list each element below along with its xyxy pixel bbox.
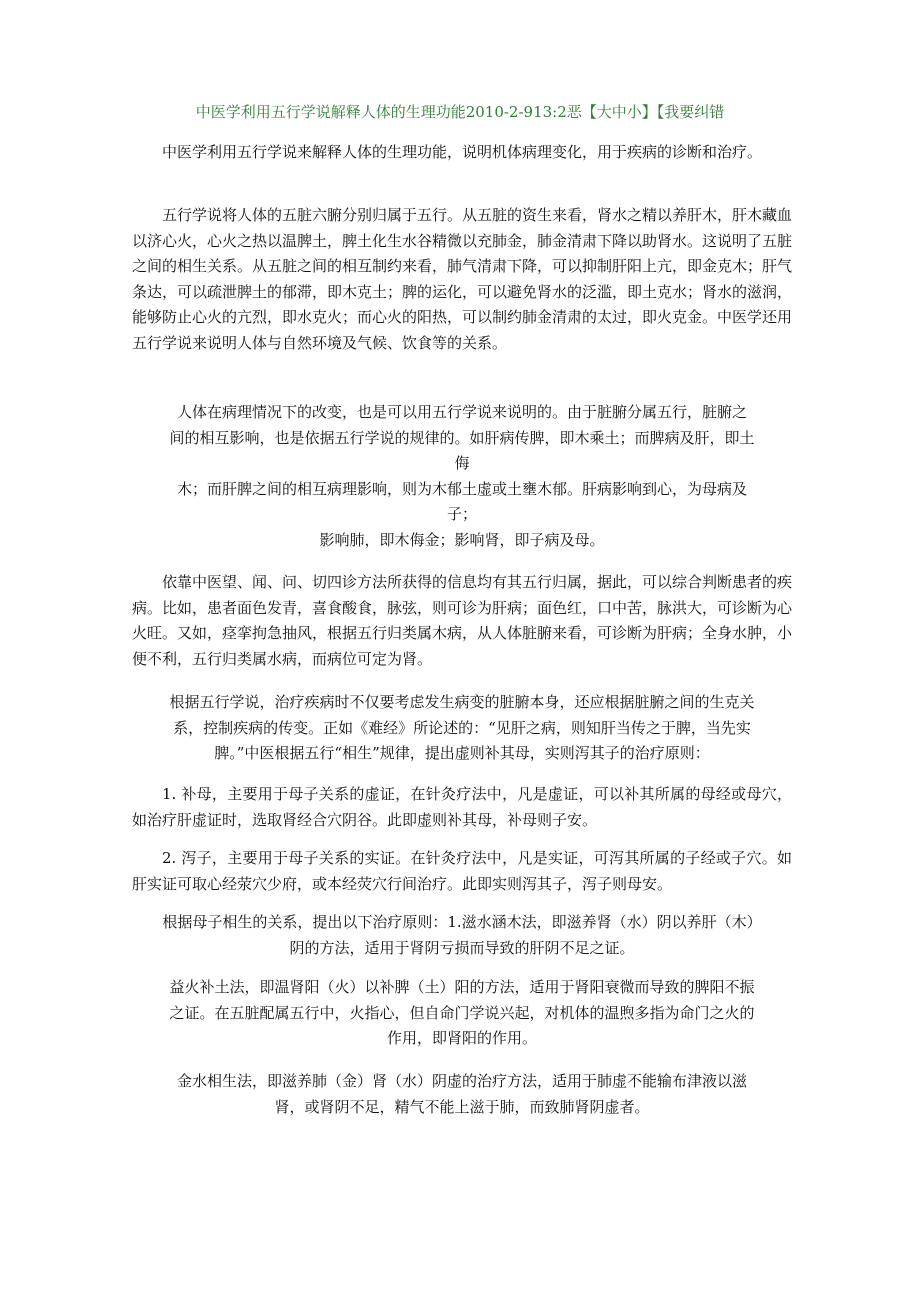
paragraph-treatment: [132, 690, 792, 767]
text-line: 肾，或肾阴不足，精气不能上滋于肺，而致肺肾阴虚者。: [274, 1097, 650, 1116]
text-line: 益火补土法，即温肾阳（火）以补脾（土）阳的方法，适用于肾阳衰微而导致的脾阳不振: [169, 978, 755, 996]
text-line: 金水相生法，即滋养肺（金）肾（水）阴虚的治疗方法，适用于肺虚不能输布津液以滋: [176, 1072, 747, 1090]
report-error-link[interactable]: 【我要纠错: [656, 103, 725, 121]
text-line: 间的相互影响，也是依据五行学说的规律的。如肝病传脾，即木乘土；而脾病及肝，即土: [169, 428, 755, 447]
paragraph-principles: [132, 910, 792, 961]
text-line: 人体在病理情况下的改变，也是可以用五行学说来说明的。由于脏腑分属五行，脏腑之: [176, 403, 747, 421]
text-line: 子；: [446, 505, 477, 523]
list-item-tonify-mother: 1. 补母，主要用于母子关系的虚证，在针灸疗法中，凡是虚证，可以补其所属的母经或母穴，如治疗肝虚证时，选取肾经合穴阴谷。此即虚则补其母，补母则子安。: [132, 785, 792, 829]
text-line: 侮: [454, 454, 470, 472]
text-line: 根据母子相生的关系，提出以下治疗原则：1.滋水涵木法，即滋养肾（水）阴以养肝（木）: [162, 913, 762, 931]
text-line: 木；而肝脾之间的相互病理影响，则为木郁土虚或土壅木郁。肝病影响到心，为母病及: [176, 479, 747, 498]
paragraph-physiology: 五行学说将人体的五脏六腑分别归属于五行。从五脏的资生来看，肾水之精以养肝木，肝木藏血以济心火，心火之热以温脾土，脾土化生水谷精微以充肺金，肺金清肃下降以助肾水。这说明了五脏之间的相生关系。从五脏之间的相互制约来看，肺气清肃下降，可以抑制肝阳上亢，即金克木；肝气条达，可以疏泄脾土的郁滞，即木克土；脾的运化，可以避免肾水的泛滥，即土克水；肾水的滋润，能够防止心火的亢烈，即水克火；而心火的阳热，可以制约肺金清肃的太过，即火克金。中医学还用五行学说来说明人体与自然环境及气候、饮食等的关系。: [132, 206, 793, 352]
paragraph-diagnosis: 依靠中医望、闻、问、切四诊方法所获得的信息均有其五行归属，据此，可以综合判断患者的疾病。比如，患者面色发青，喜食酸食，脉弦，则可诊为肝病；面色红，口中苦，脉洪大，可诊断为心火旺。又如，痉挛拘急抽风，根据五行归类属木病，从人体脏腑来看，可诊断为肝病；全身水肿，小便不利，五行归类属水病，而病位可定为肾。: [132, 573, 793, 668]
paragraph-fire-earth: [132, 975, 792, 1052]
paragraph-intro: 中医学利用五行学说来解释人体的生理功能，说明机体病理变化，用于疾病的诊断和治疗。: [161, 143, 762, 161]
font-size-link[interactable]: 【大中小】: [581, 103, 657, 121]
paragraph-metal-water: [132, 1069, 792, 1120]
text-line: 作用，即肾阳的作用。: [386, 1029, 537, 1047]
text-line: 影响肺，即木侮金；影响肾，即子病及母。: [319, 530, 605, 549]
page-title: [0, 100, 920, 124]
text-line: 根据五行学说，治疗疾病时不仅要考虑发生病变的脏腑本身，还应根据脏腑之间的生克关: [169, 693, 755, 711]
article-title: 中医学利用五行学说解释人体的生理功能2010-2-913:2恶: [195, 103, 582, 121]
text-line: 脾。”中医根据五行“相生”规律，提出虚则补其母，实则泻其子的治疗原则：: [214, 744, 710, 762]
paragraph-pathology: [132, 400, 792, 553]
list-item-drain-child: 2. 泻子，主要用于母子关系的实证。在针灸疗法中，凡是实证，可泻其所属的子经或子穴。如肝实证可取心经荥穴少府，或本经荧穴行间治疗。此即实则泻其子，泻子则母安。: [132, 849, 792, 893]
text-line: 阴的方法，适用于肾阴亏损而导致的肝阴不足之证。: [289, 938, 635, 957]
text-line: 之证。在五脏配属五行中，火指心，但自命门学说兴起，对机体的温煦多指为命门之火的: [169, 1003, 755, 1022]
text-line: 系，控制疾病的传变。正如《难经》所论述的：“见肝之病，则知肝当传之于脾，当先实: [173, 718, 751, 737]
